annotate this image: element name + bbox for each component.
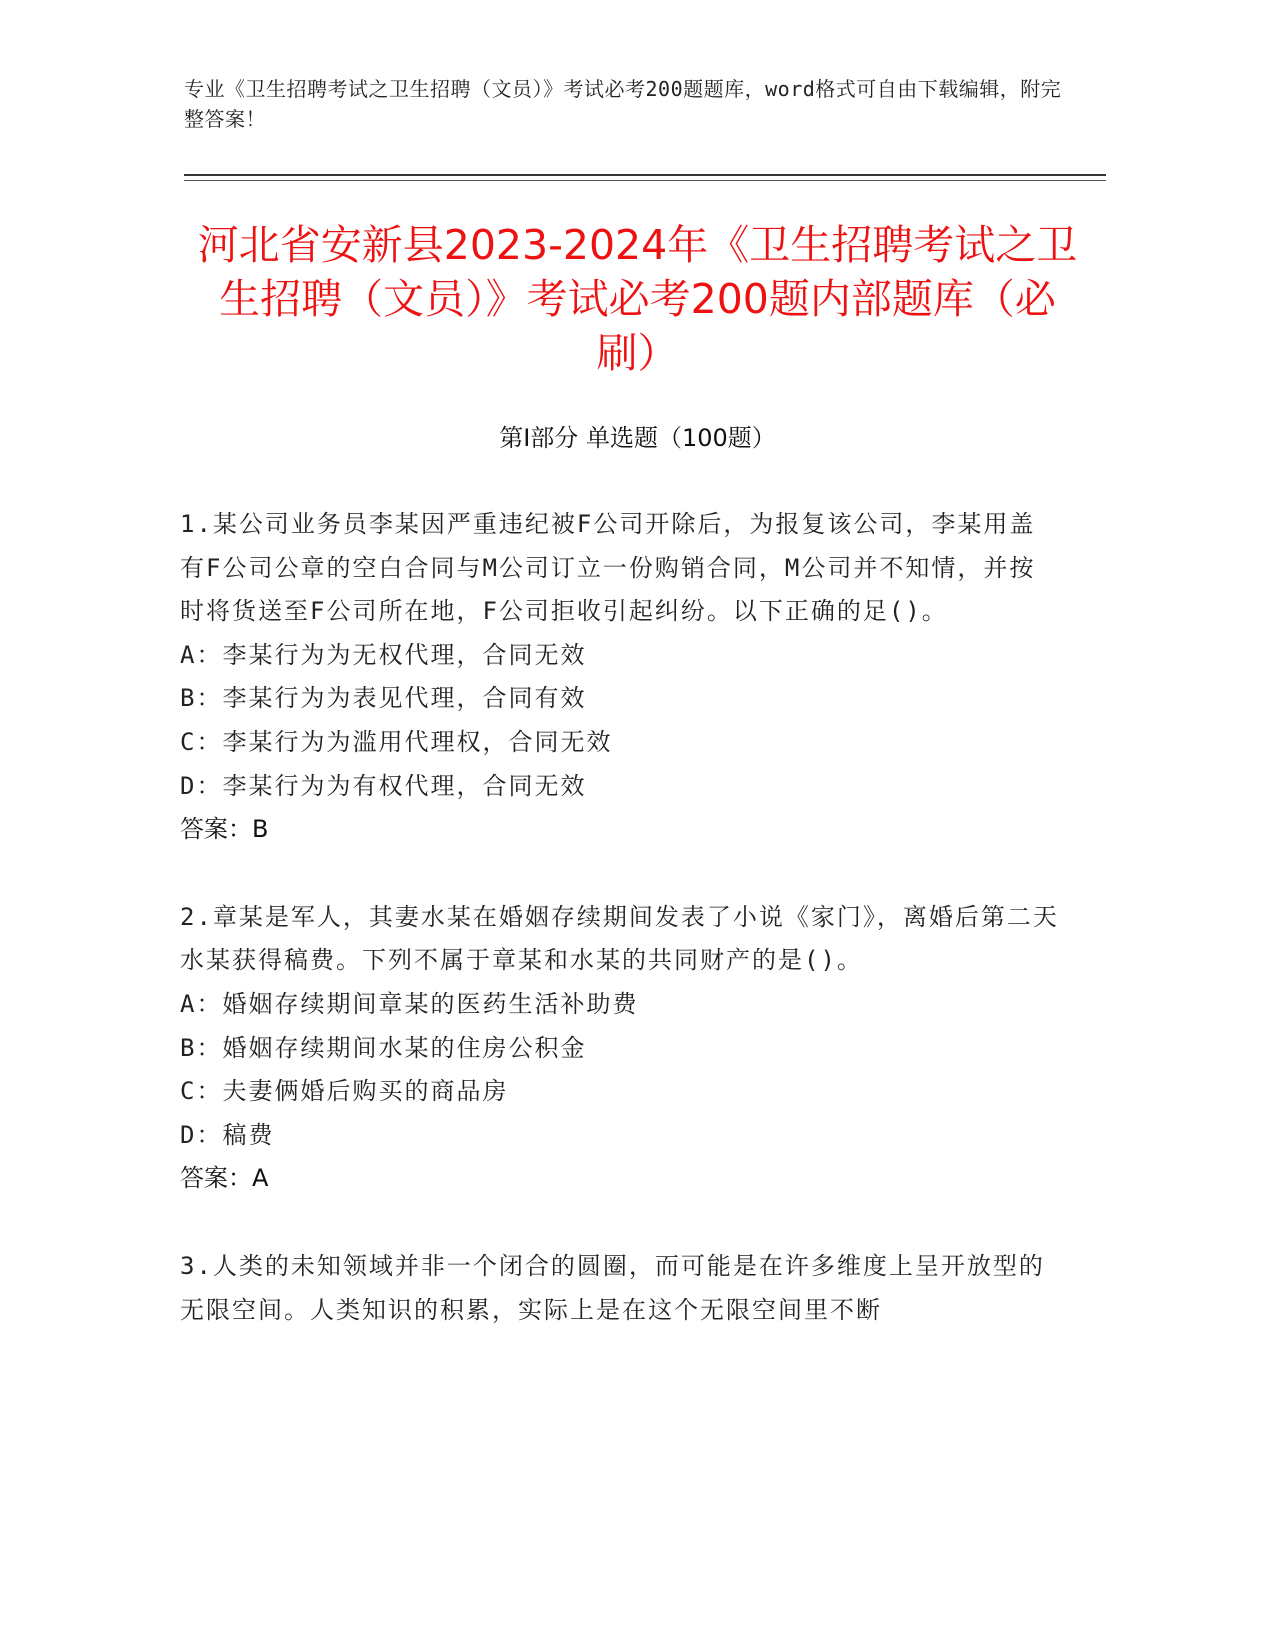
section-heading: 第Ⅰ部分 单选题（100题） <box>499 424 776 452</box>
question-list <box>180 503 1060 1376</box>
question-1 <box>180 503 1060 852</box>
question-stem: 2.章某是军人，其妻水某在婚姻存续期间发表了小说《家门》，离婚后第二天水某获得稿费。下列不属于章某和水某的共同财产的是()。 <box>180 902 1059 975</box>
option-d: D：李某行为为有权代理，合同无效 <box>180 771 587 800</box>
option-b: B：婚姻存续期间水某的住房公积金 <box>180 1033 587 1062</box>
option-a: A：李某行为为无权代理，合同无效 <box>180 640 587 669</box>
option-d: D：稿费 <box>180 1120 275 1149</box>
answer: 答案：A <box>180 1164 269 1193</box>
option-b: B：李某行为为表见代理，合同有效 <box>180 684 587 713</box>
answer: 答案：B <box>180 815 269 844</box>
header-divider-thick <box>184 174 1106 176</box>
document-title: 河北省安新县2023-2024年《卫生招聘考试之卫生招聘（文员）》考试必考200题内部题库（必刷） <box>197 221 1078 377</box>
question-stem: 3.人类的未知领域并非一个闭合的圆圈，而可能是在许多维度上呈开放型的无限空间。人类知识的积累，实际上是在这个无限空间里不断 <box>180 1251 1045 1324</box>
header-divider-thin <box>184 180 1106 181</box>
option-a: A：婚姻存续期间章某的医药生活补助费 <box>180 989 639 1018</box>
header-note: 专业《卫生招聘考试之卫生招聘（文员）》考试必考200题题库，word格式可自由下载编辑，附完整答案！ <box>184 77 1062 131</box>
question-2 <box>180 896 1060 1201</box>
question-stem: 1.某公司业务员李某因严重违纪被F公司开除后，为报复该公司，李某用盖有F公司公章的空白合同与M公司订立一份购销合同，M公司并不知情，并按时将货送至F公司所在地，F公司拒收引起纠纷。以下正确的足()。 <box>180 510 1036 626</box>
option-c: C：夫妻俩婚后购买的商品房 <box>180 1077 509 1106</box>
question-3 <box>180 1245 1060 1332</box>
option-c: C：李某行为为滥用代理权，合同无效 <box>180 727 613 756</box>
